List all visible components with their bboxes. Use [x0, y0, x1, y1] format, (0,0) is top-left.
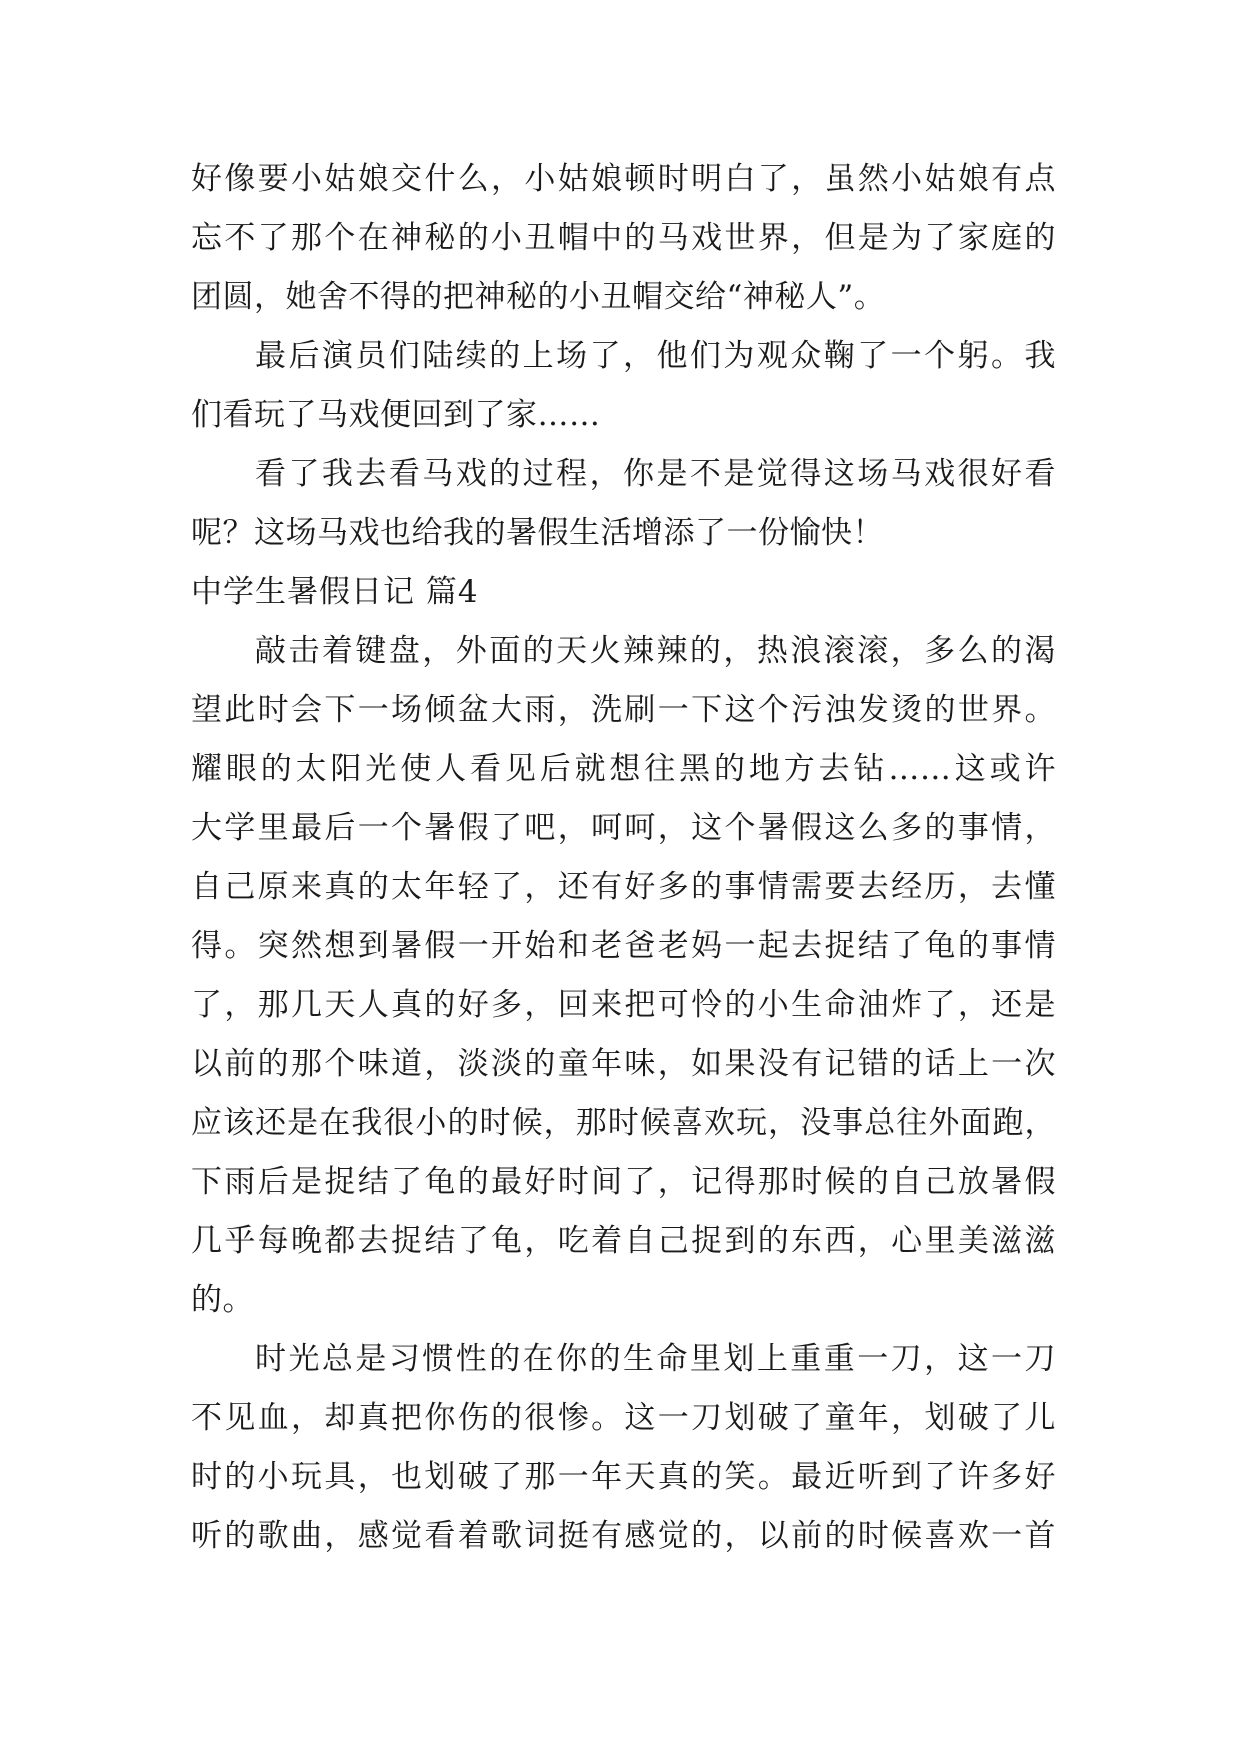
- document-body: [191, 150, 1056, 1566]
- text-line: 望此时会下一场倾盆大雨，洗刷一下这个污浊发烫的世界。: [191, 692, 1056, 728]
- text-line: 看了我去看马戏的过程，你是不是觉得这场马戏很好看: [255, 456, 1056, 492]
- text-line: 大学里最后一个暑假了吧，呵呵，这个暑假这么多的事情，: [191, 810, 1056, 846]
- text-line: 团圆，她舍不得的把神秘的小丑帽交给“神秘人”。: [191, 279, 886, 315]
- text-line: 们看玩了马戏便回到了家……: [191, 397, 601, 433]
- text-line: 敲击着键盘，外面的天火辣辣的，热浪滚滚，多么的渴: [255, 633, 1056, 669]
- text-line: 时的小玩具，也划破了那一年天真的笑。最近听到了许多好: [191, 1459, 1056, 1495]
- text-line: 应该还是在我很小的时候，那时候喜欢玩，没事总往外面跑，: [191, 1105, 1056, 1141]
- section-heading: 中学生暑假日记 篇4: [191, 574, 479, 610]
- text-line: 最后演员们陆续的上场了，他们为观众鞠了一个躬。我: [255, 338, 1056, 374]
- text-line: 了，那几天人真的好多，回来把可怜的小生命油炸了，还是: [191, 987, 1056, 1023]
- text-line: 以前的那个味道，淡淡的童年味，如果没有记错的话上一次: [191, 1046, 1056, 1082]
- text-line: 几乎每晚都去捉结了龟，吃着自己捉到的东西，心里美滋滋: [191, 1223, 1056, 1259]
- text-line: 时光总是习惯性的在你的生命里划上重重一刀，这一刀: [255, 1341, 1056, 1377]
- text-line: 听的歌曲，感觉看着歌词挺有感觉的，以前的时候喜欢一首: [191, 1518, 1056, 1554]
- text-line: 忘不了那个在神秘的小丑帽中的马戏世界，但是为了家庭的: [191, 220, 1056, 256]
- text-line: 得。突然想到暑假一开始和老爸老妈一起去捉结了龟的事情: [191, 928, 1056, 964]
- text-line: 好像要小姑娘交什么，小姑娘顿时明白了，虽然小姑娘有点: [191, 161, 1056, 197]
- text-line: 下雨后是捉结了龟的最好时间了，记得那时候的自己放暑假: [191, 1164, 1056, 1200]
- text-line: 自己原来真的太年轻了，还有好多的事情需要去经历，去懂: [191, 869, 1056, 905]
- text-line: 耀眼的太阳光使人看见后就想往黑的地方去钻……这或许: [191, 751, 1056, 787]
- text-line: 不见血，却真把你伤的很惨。这一刀划破了童年，划破了儿: [191, 1400, 1056, 1436]
- text-line: 呢？这场马戏也给我的暑假生活增添了一份愉快！: [191, 515, 884, 551]
- text-line: 的。: [191, 1282, 254, 1318]
